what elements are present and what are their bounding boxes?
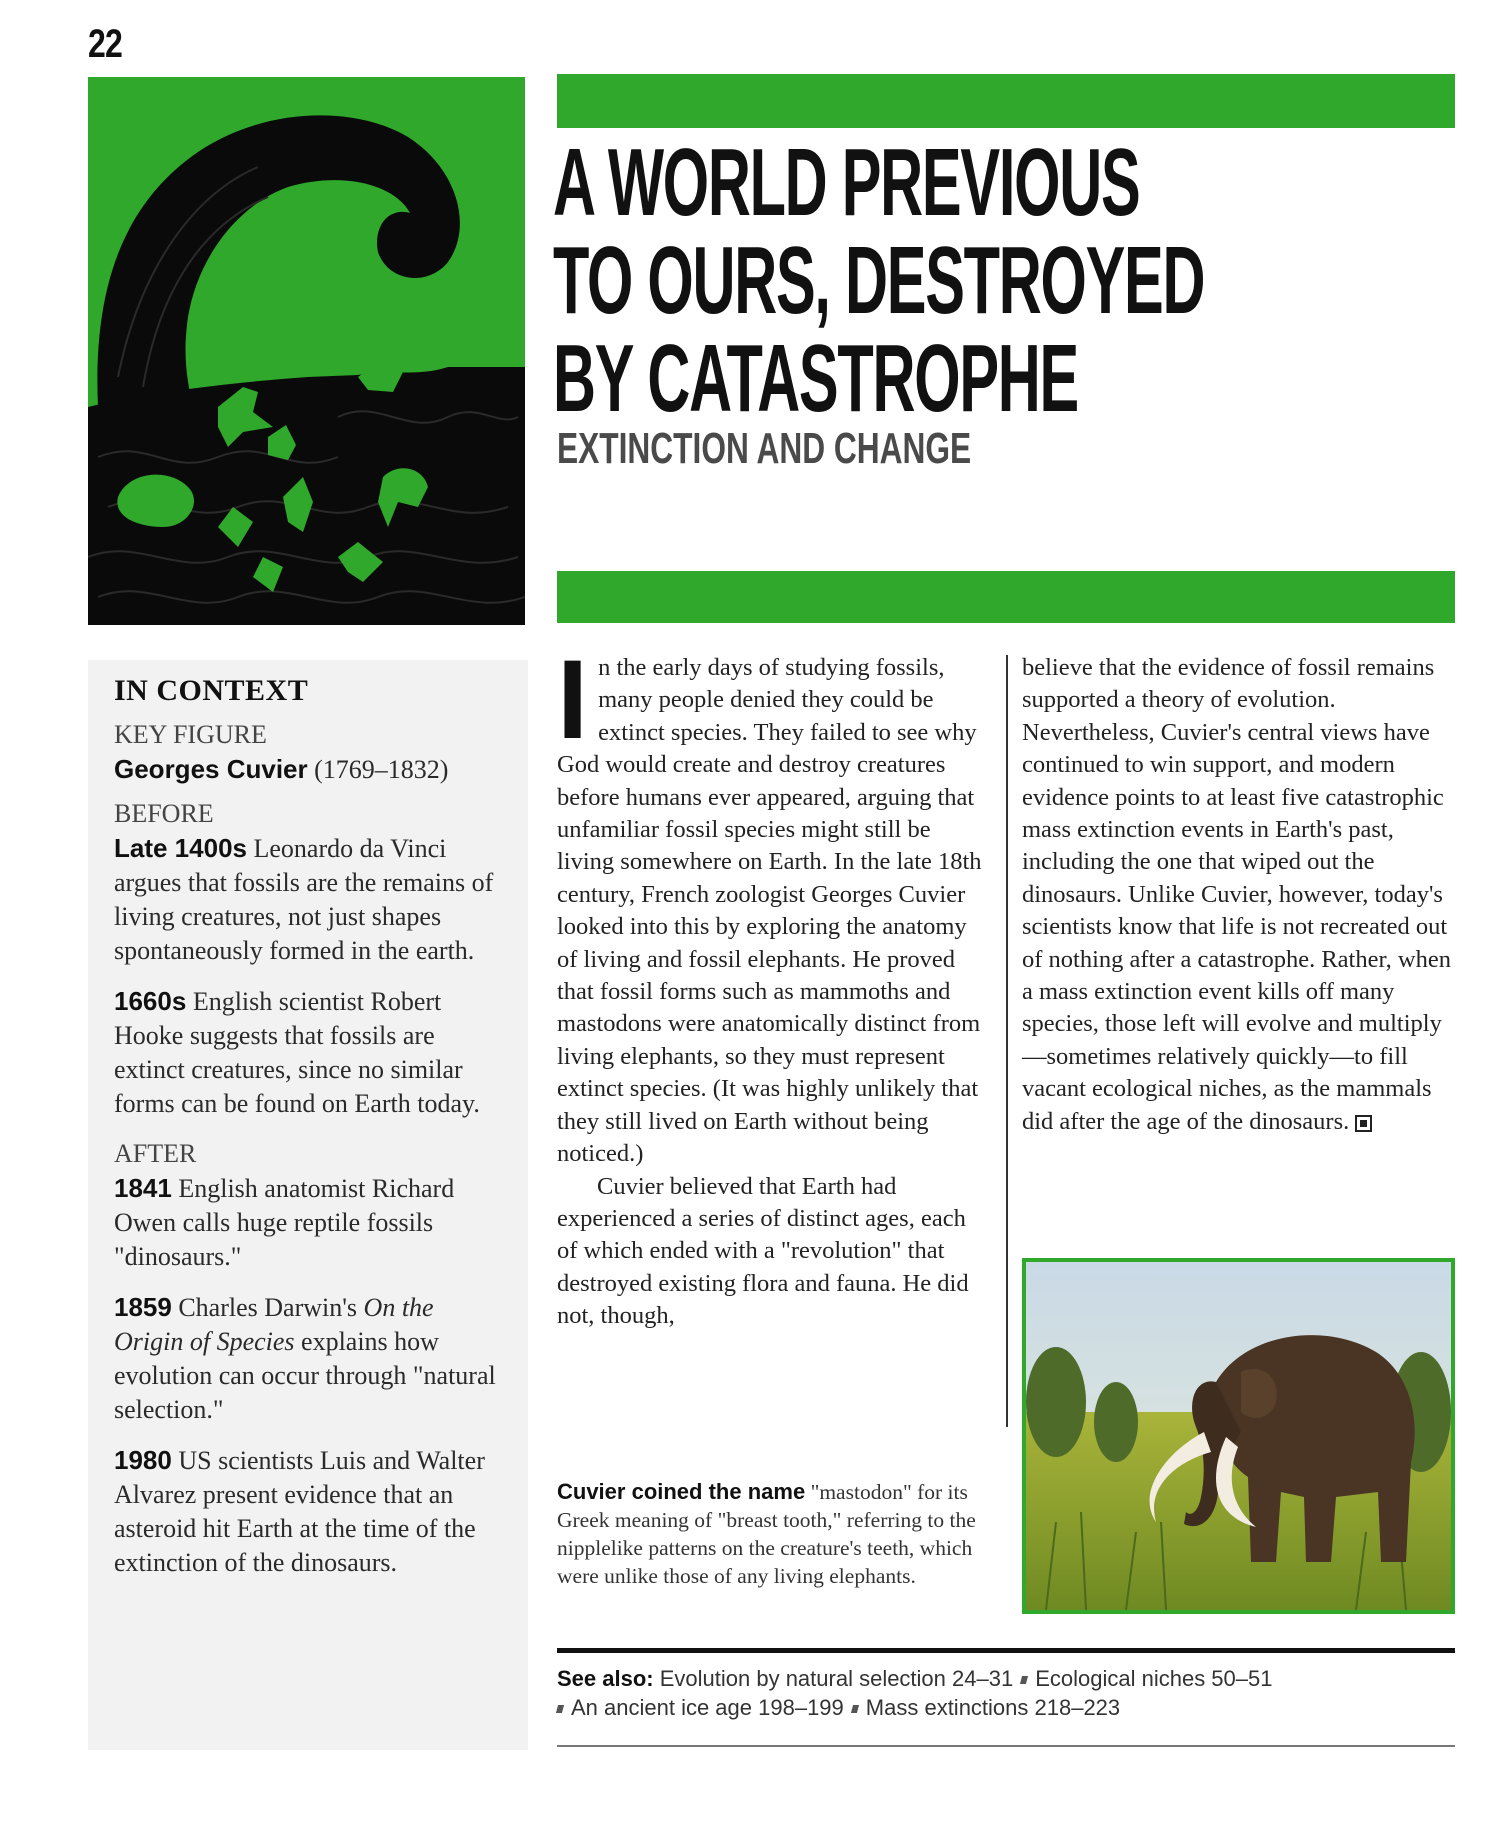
timeline-entry	[114, 1171, 500, 1274]
catastrophe-wave-illustration	[88, 77, 525, 625]
caption-lead: Cuvier coined the name	[557, 1479, 806, 1504]
before-label: BEFORE	[114, 799, 214, 828]
title-line: A WORLD PREVIOUS	[553, 129, 1140, 236]
mastodon-illustration	[1022, 1258, 1455, 1614]
timeline-entry	[114, 984, 500, 1121]
image-caption	[557, 1478, 997, 1590]
timeline-text: English anatomist Richard Owen calls huge reptile fossils "dinosaurs."	[114, 1174, 455, 1271]
key-figure-name: Georges Cuvier	[114, 754, 308, 784]
end-mark-icon	[1355, 1115, 1372, 1132]
see-also	[557, 1664, 1457, 1722]
title-bar-bottom	[557, 571, 1455, 623]
body-paragraph: believe that the evidence of fossil remains supported a theory of evolution. Nevertheless, Cuvier's central views have continued to win support, and modern evidence points to at least five catastrophic mass extinction events in Earth's past, including the one that wiped out the dinosaurs. Unlike Cuvier, however, today's scientists know that life is not recreated out of nothing after a catastrophe. Rather, when a mass extinction event kills off many species, those left will evolve and multiply—sometimes relatively quickly—to fill vacant ecological niches, as the mammals did after the age of the dinosaurs.	[1022, 654, 1451, 1135]
see-also-rule	[557, 1648, 1455, 1653]
timeline-text: Leonardo da Vinci argues that fossils are the remains of living creatures, not just shapes spontaneously formed in the earth.	[114, 834, 494, 965]
timeline-text: English scientist Robert Hooke suggests that fossils are extinct creatures, since no similar forms can be found on Earth today.	[114, 987, 480, 1118]
column-divider	[1006, 655, 1008, 1427]
body-column-1	[557, 637, 987, 1333]
caption-text: "mastodon" for its Greek meaning of "breast tooth," referring to the nipplelike patterns on the creature's teeth, which were unlike those of any living elephants.	[557, 1480, 976, 1588]
separator-icon	[1020, 1676, 1028, 1684]
timeline-text: explains how evolution can occur through "natural selection."	[114, 1327, 496, 1424]
separator-icon	[556, 1705, 564, 1713]
see-also-link[interactable]: Mass extinctions 218–223	[865, 1695, 1121, 1720]
timeline-date: 1660s	[114, 986, 187, 1016]
page-number: 22	[88, 22, 122, 66]
drop-cap: I	[557, 637, 589, 762]
timeline-text: Charles Darwin's	[178, 1293, 358, 1322]
separator-icon	[851, 1705, 859, 1713]
timeline-date: 1859	[114, 1292, 172, 1322]
body-column-2	[1022, 652, 1452, 1138]
title-bar-top	[557, 74, 1455, 128]
see-also-link[interactable]: Evolution by natural selection 24–31	[659, 1666, 1014, 1691]
key-figure-label: KEY FIGURE	[114, 720, 267, 749]
see-also-label: See also:	[557, 1666, 654, 1691]
in-context-sidebar	[88, 660, 528, 1750]
in-context-heading: IN CONTEXT	[114, 674, 309, 707]
bottom-rule	[557, 1745, 1455, 1747]
after-label: AFTER	[114, 1139, 197, 1168]
key-figure-dates: (1769–1832)	[314, 755, 449, 784]
timeline-entry	[114, 1443, 500, 1580]
timeline-entry	[114, 1290, 500, 1427]
timeline-date: 1841	[114, 1173, 172, 1203]
body-paragraph: n the early days of studying fossils, many people denied they could be extinct species. They failed to see why God would create and destroy creatures before humans ever appeared, arguing that unfamiliar fossil species might still be living somewhere on Earth. In the late 18th century, French zoologist Georges Cuvier looked into this by exploring the anatomy of living and fossil elephants. He proved that fossil forms such as mammoths and mastodons were anatomically distinct from living elephants, so they must represent extinct species. (It was highly unlikely that they still lived on Earth without being noticed.)	[557, 654, 982, 1168]
book-title: On the Origin of Species	[114, 1293, 434, 1356]
title-line: BY CATASTROPHE	[553, 325, 1078, 432]
page-title	[553, 129, 1235, 432]
see-also-link[interactable]: Ecological niches 50–51	[1035, 1666, 1273, 1691]
body-paragraph: Cuvier believed that Earth had experienced a series of distinct ages, each of which ended with a "revolution" that destroyed existing flora and fauna. He did not, though,	[557, 1172, 969, 1330]
page-subtitle: EXTINCTION AND CHANGE	[557, 424, 972, 473]
timeline-text: US scientists Luis and Walter Alvarez present evidence that an asteroid hit Earth at the time of the extinction of the dinosaurs.	[114, 1446, 485, 1577]
timeline-entry	[114, 831, 500, 968]
timeline-date: Late 1400s	[114, 833, 247, 863]
title-line: TO OURS, DESTROYED	[553, 227, 1205, 334]
see-also-link[interactable]: An ancient ice age 198–199	[571, 1695, 844, 1720]
timeline-date: 1980	[114, 1445, 172, 1475]
